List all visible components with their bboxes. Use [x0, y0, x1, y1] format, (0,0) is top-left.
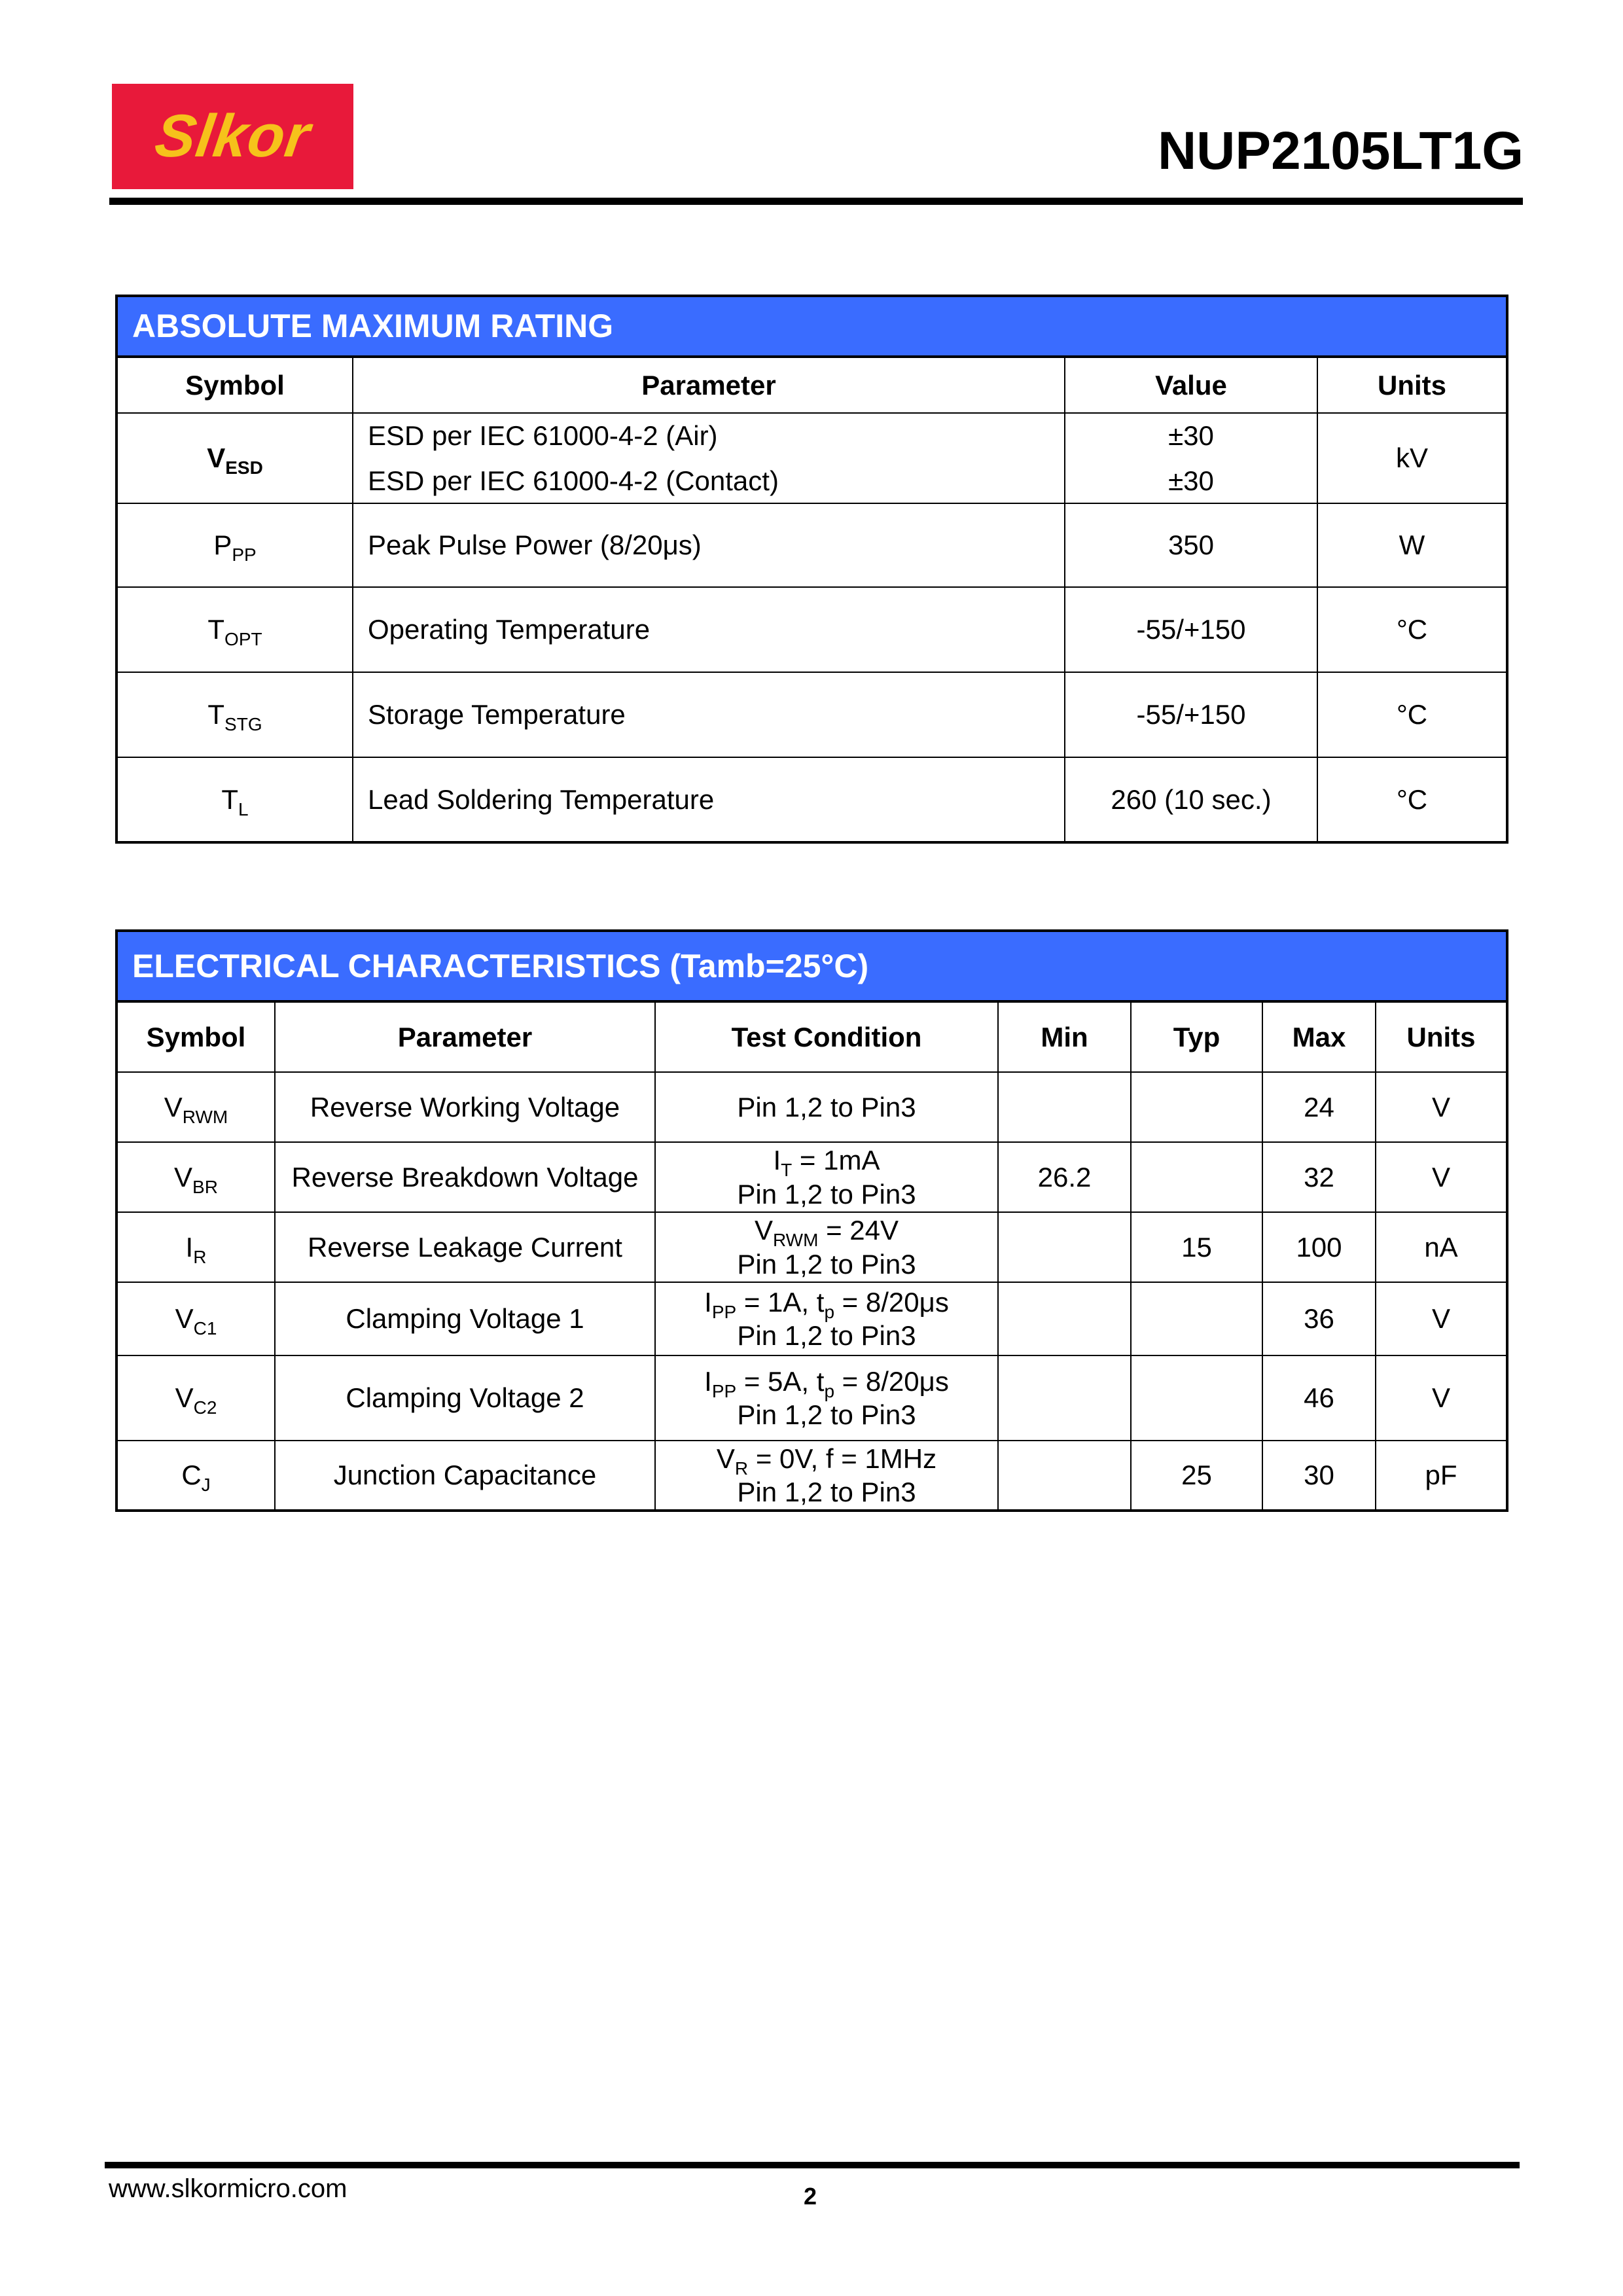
footer-rule [105, 2162, 1520, 2168]
unit-cell: °C [1317, 672, 1507, 757]
page-number: 2 [804, 2183, 817, 2210]
min-cell [998, 1072, 1131, 1142]
parameter-cell: Clamping Voltage 2 [275, 1355, 655, 1441]
unit-cell: V [1376, 1282, 1507, 1355]
brand-logo [112, 84, 353, 189]
symbol-cell: $T_{OPT}$ [116, 587, 353, 672]
max-cell: 100 [1262, 1212, 1376, 1282]
typ-cell: 15 [1131, 1212, 1262, 1282]
unit-cell: °C [1317, 757, 1507, 842]
min-cell [998, 1355, 1131, 1441]
col-header-symbol: Symbol [116, 357, 353, 413]
parameter-cell: Operating Temperature [353, 587, 1065, 672]
unit-cell: W [1317, 503, 1507, 587]
col-header-max: Max [1262, 1001, 1376, 1072]
min-cell [998, 1441, 1131, 1511]
condition-cell: $I_T = 1mA$ Pin 1,2 to Pin3 [655, 1142, 998, 1212]
table-row [116, 1441, 1507, 1511]
symbol-cell: $T_{STG}$ [116, 672, 353, 757]
typ-cell [1131, 1355, 1262, 1441]
parameter-cell: Reverse Leakage Current [275, 1212, 655, 1282]
max-cell: 32 [1262, 1142, 1376, 1212]
value-cell: 350 [1065, 503, 1317, 587]
table-row [116, 1355, 1507, 1441]
col-header-typ: Typ [1131, 1001, 1262, 1072]
min-cell [998, 1282, 1131, 1355]
parameter-cell: Junction Capacitance [275, 1441, 655, 1511]
parameter-cell: Clamping Voltage 1 [275, 1282, 655, 1355]
unit-cell: °C [1317, 587, 1507, 672]
typ-cell [1131, 1142, 1262, 1212]
table-title: ABSOLUTE MAXIMUM RATING [116, 296, 1507, 357]
table-row [116, 757, 1507, 842]
symbol-cell: $V_{BR}$ [116, 1142, 275, 1212]
symbol-cell: $P_{PP}$ [116, 503, 353, 587]
col-header-value: Value [1065, 357, 1317, 413]
col-header-parameter: Parameter [275, 1001, 655, 1072]
parameter-cell: ESD per IEC 61000-4-2 (Air) ESD per IEC 61000-4-2 (Contact) [353, 413, 1065, 503]
unit-cell: kV [1317, 413, 1507, 503]
value-cell: -55/+150 [1065, 587, 1317, 672]
max-cell: 24 [1262, 1072, 1376, 1142]
table-row [116, 413, 1507, 503]
typ-cell [1131, 1072, 1262, 1142]
table-row [116, 1142, 1507, 1212]
symbol-cell: $V_{C2}$ [116, 1355, 275, 1441]
col-header-test-condition: Test Condition [655, 1001, 998, 1072]
unit-cell: pF [1376, 1441, 1507, 1511]
condition-cell: $V_R = 0V$, f = 1MHz Pin 1,2 to Pin3 [655, 1441, 998, 1511]
parameter-cell: Storage Temperature [353, 672, 1065, 757]
table-row [116, 587, 1507, 672]
table-title: ELECTRICAL CHARACTERISTICS (Tamb=25°C) [116, 931, 1507, 1001]
unit-cell: V [1376, 1142, 1507, 1212]
table-row [116, 1282, 1507, 1355]
min-cell: 26.2 [998, 1142, 1131, 1212]
condition-cell: Pin 1,2 to Pin3 [655, 1072, 998, 1142]
header-row [116, 357, 1507, 413]
symbol-cell: $V_{RWM}$ [116, 1072, 275, 1142]
parameter-cell: Reverse Breakdown Voltage [275, 1142, 655, 1212]
logo-text: Slkor [151, 103, 315, 170]
symbol-cell: $V_{C1}$ [116, 1282, 275, 1355]
min-cell [998, 1212, 1131, 1282]
footer-url-link[interactable]: www.slkormicro.com [109, 2174, 348, 2203]
table-row [116, 503, 1507, 587]
max-cell: 36 [1262, 1282, 1376, 1355]
condition-cell: $V_{RWM} = 24V$ Pin 1,2 to Pin3 [655, 1212, 998, 1282]
col-header-units: Units [1317, 357, 1507, 413]
col-header-parameter: Parameter [353, 357, 1065, 413]
symbol-cell: $T_L$ [116, 757, 353, 842]
unit-cell: V [1376, 1072, 1507, 1142]
condition-cell: $I_{PP} = 5A$, $t_p = 8/20\mu s$ Pin 1,2 to Pin3 [655, 1355, 998, 1441]
table-row [116, 672, 1507, 757]
absolute-maximum-rating-table [115, 295, 1508, 844]
typ-cell: 25 [1131, 1441, 1262, 1511]
part-number-title: NUP2105LT1G [1157, 121, 1524, 181]
parameter-cell: Reverse Working Voltage [275, 1072, 655, 1142]
typ-cell [1131, 1282, 1262, 1355]
symbol-cell: $I_R$ [116, 1212, 275, 1282]
symbol-cell: $C_J$ [116, 1441, 275, 1511]
symbol-cell: $V_{ESD}$ [116, 413, 353, 503]
condition-cell: $I_{PP} = 1A$, $t_p = 8/20\mu s$ Pin 1,2 to Pin3 [655, 1282, 998, 1355]
header-row [116, 1001, 1507, 1072]
max-cell: 30 [1262, 1441, 1376, 1511]
unit-cell: V [1376, 1355, 1507, 1441]
value-cell: -55/+150 [1065, 672, 1317, 757]
header-rule [109, 198, 1523, 205]
value-cell: ±30 ±30 [1065, 413, 1317, 503]
col-header-units: Units [1376, 1001, 1507, 1072]
table-row [116, 1072, 1507, 1142]
col-header-min: Min [998, 1001, 1131, 1072]
col-header-symbol: Symbol [116, 1001, 275, 1072]
electrical-characteristics-table [115, 929, 1508, 1512]
parameter-cell: Peak Pulse Power (8/20μs) [353, 503, 1065, 587]
unit-cell: nA [1376, 1212, 1507, 1282]
max-cell: 46 [1262, 1355, 1376, 1441]
parameter-cell: Lead Soldering Temperature [353, 757, 1065, 842]
value-cell: 260 (10 sec.) [1065, 757, 1317, 842]
table-row [116, 1212, 1507, 1282]
